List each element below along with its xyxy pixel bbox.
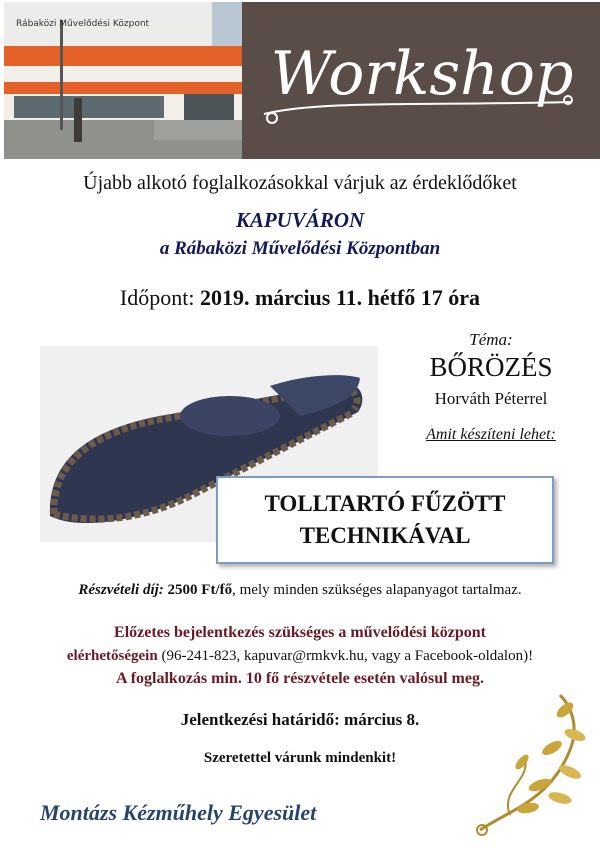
registration-strong: elérhetőségein	[66, 648, 158, 664]
craft-line-1: TOLLTARTÓ FŰZÖTT	[264, 491, 506, 516]
schedule	[0, 285, 600, 311]
intro-text: Újabb alkotó foglalkozásokkal várjuk az érdeklődőket	[83, 172, 517, 194]
venue-name: a Rábaközi Művelődési Központban	[159, 238, 441, 259]
fee-text	[0, 582, 600, 599]
topic-label: Téma:	[469, 330, 513, 349]
fee-label: Részvételi díj:	[78, 582, 164, 598]
registration-line-3: A foglalkozás min. 10 fő részvétele esetén valósul meg.	[116, 670, 484, 687]
fee-note: , mely minden szükséges alapanyagot tartalmaz.	[232, 582, 522, 598]
city-name: KAPUVÁRON	[235, 208, 365, 232]
registration-line-1: Előzetes bejelentkezés szükséges a művelődési központ	[114, 624, 486, 641]
building-photo	[4, 2, 242, 159]
workshop-banner	[242, 2, 600, 159]
registration-line-2	[0, 648, 600, 665]
banner-title: Workshop	[270, 39, 574, 109]
svg-text:Rábaközi Művelődési Központ: Rábaközi Művelődési Központ	[16, 19, 150, 29]
organizer-name: Montázs Kézműhely Egyesület	[40, 800, 317, 825]
craft-box	[216, 476, 554, 564]
craft-line-2: TECHNIKÁVAL	[299, 523, 471, 548]
schedule-label: Időpont:	[119, 285, 195, 310]
gold-leaf-ornament-icon	[470, 690, 595, 840]
fee-amount: 2500 Ft/fő	[167, 582, 233, 598]
welcome-text: Szeretettel várunk mindenkit!	[203, 750, 397, 766]
teacher-name: Horváth Péterrel	[434, 389, 548, 408]
topic-name: BŐRÖZÉS	[429, 352, 553, 382]
deadline-text: Jelentkezési határidő: március 8.	[180, 710, 420, 729]
registration-contacts: (96-241-823, kapuvar@rmkvk.hu, vagy a Facebook-oldalon)!	[157, 648, 534, 664]
header	[0, 0, 600, 160]
schedule-value: 2019. március 11. hétfő 17 óra	[199, 285, 481, 310]
craft-label: Amit készíteni lehet:	[426, 426, 556, 443]
